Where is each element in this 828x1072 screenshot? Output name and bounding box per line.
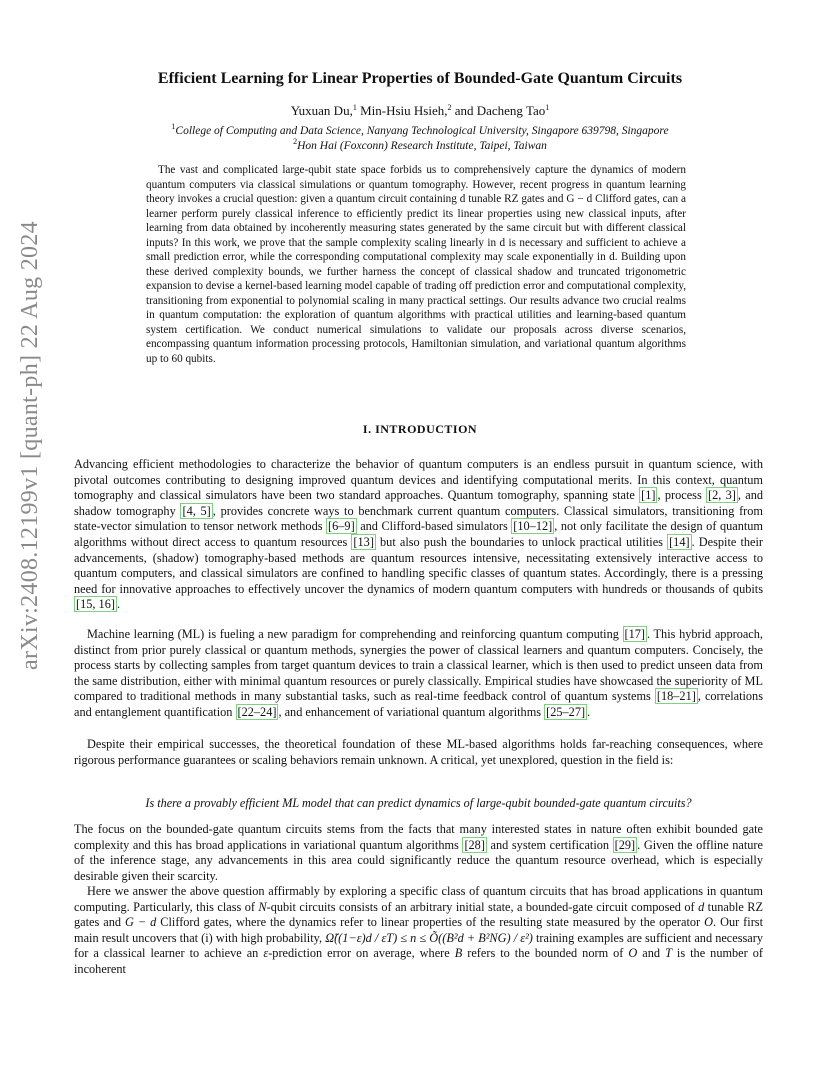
- affiliation-2: [80, 137, 760, 152]
- citation-link[interactable]: [4, 5]: [182, 503, 211, 518]
- affiliation-marker: 1: [352, 103, 357, 112]
- citation-link[interactable]: [22–24]: [237, 704, 277, 719]
- citation-link[interactable]: [25–27]: [546, 704, 586, 719]
- citation-link[interactable]: [17]: [624, 627, 646, 641]
- complexity-bound-formula: Ω̃((1−ε)d / εT) ≤ n ≤ Õ((B²d + B²NG) / ε²): [325, 930, 533, 945]
- citation-link[interactable]: [14]: [669, 534, 690, 549]
- abstract: The vast and complicated large-qubit state space forbids us to comprehensively capture the dynamics of modern quantum computers via classical simulations or quantum tomography. However, recent progress in quantum learning theory invokes a crucial question: given a quantum circuit containing d tunable RZ gates and G − d Clifford gates, can a learner perform purely classical inference to efficiently predict its linear properties using new classical inputs, after learning from data obtained by incoherently measuring states generated by the same circuit but with different classical inputs? In this work, we prove that the sample complexity scaling linearly in d is necessary and sufficient to achieve a small prediction error, while the corresponding computational complexity may scale exponentially in d. Building upon these derived complexity bounds, we further harness the concept of classical shadow and truncated trigonometric expansion to devise a kernel-based learning model capable of trading off prediction error and computational complexity, transitioning from exponential to polynomial scaling in many practical settings. Our results advance two crucial realms in quantum computation: the exploration of quantum algorithms with practical utilities and learning-based quantum system certification. We conduct numerical simulations to validate our proposals across diverse scenarios, encompassing quantum information processing protocols, Hamiltonian simulation, and variational quantum algorithms up to 60 qubits.: [146, 164, 686, 365]
- citation-link[interactable]: [13]: [353, 534, 374, 549]
- affiliation-marker: 2: [293, 137, 298, 146]
- intro-paragraph-4: The focus on the bounded-gate quantum circuits stems from the facts that many interested states in nature often exhibit bounded gate complexity and this has broad applications in variational quantum algorithms [28] and system certification [29] . Given the offline nature of the inference stage, any advancements in this area could significantly reduce the quantum resource overhead, which is especially desirable given their scarcity.: [74, 822, 763, 883]
- citation-link[interactable]: [2, 3]: [708, 488, 736, 503]
- citation-link[interactable]: [15, 16]: [76, 597, 115, 612]
- citation-link[interactable]: [28]: [464, 837, 485, 852]
- paper-title: Efficient Learning for Linear Properties of Bounded-Gate Quantum Circuits: [157, 70, 683, 87]
- intro-paragraph-5: Here we answer the above question affirmably by exploring a specific class of quantum circuits that has broad applications in quantum computing. Particularly, this class of N-qubit circuits consists of an arbitrary initial state, a bounded-gate circuit composed of d tunable RZ gates and G − d Clifford gates, where the dynamics refer to linear properties of the resulting state measured by the operator O. Our first main result uncovers that (i) with high probability, Ω̃((1−ε)d / εT) ≤ n ≤ Õ((B²d + B²NG) / ε²) training examples are sufficient and necessary for a classical learner to achieve an ε-prediction error on average, where B refers to the bounded norm of O and T is the number of incoherent: [74, 884, 764, 976]
- citation-link[interactable]: [29]: [614, 837, 636, 852]
- author-name: and Dacheng Tao: [451, 103, 546, 118]
- affiliation-text: Hon Hai (Foxconn) Research Institute, Taipei, Taiwan: [297, 140, 547, 152]
- citation-link[interactable]: [18–21]: [656, 689, 696, 704]
- arxiv-identifier-stamp: arXiv:2408.12199v1 [quant-ph] 22 Aug 2024: [17, 221, 43, 670]
- author-name: Min-Hsiu Hsieh,: [356, 103, 448, 118]
- intro-paragraph-1: Advancing efficient methodologies to characterize the behavior of quantum computers is an endless pursuit in quantum science, with pivotal outcomes contributing to designing improved quantum devices and identifying computational merits. In this context, quantum tomography and classical simulators have been two standard approaches. Quantum tomography, spanning state [1] , process [2, 3] , and shadow tomography [4, 5] , provides concrete ways to benchmark current quantum computers. Classical simulators, transitioning from state-vector simulation to tensor network methods [6–9] and Clifford-based simulators [10–12] , not only facilitate the design of quantum algorithms without direct access to quantum resources [13] but also push the boundaries to unlock practical utilities [14] . Despite their advancements, (shadow) tomography-based methods are quantum resources intensive, necessitating extensively interactive access to quantum computers, and classical simulators are confined to handling specific classes of quantum states. Accordingly, there is a pressing need for innovative approaches to effectively uncover the dynamics of modern quantum computers with hundreds or thousands of qubits [15, 16] .: [74, 457, 764, 612]
- author-name: Yuxuan Du,: [290, 103, 353, 118]
- affiliation-marker: 1: [171, 122, 176, 131]
- affiliation-text: College of Computing and Data Science, Nanyang Technological University, Singapore 639798, Singapore: [175, 125, 669, 137]
- author-list: [80, 103, 760, 119]
- citation-link[interactable]: [10–12]: [513, 519, 553, 534]
- intro-paragraph-3: Despite their empirical successes, the theoretical foundation of these ML-based algorithms holds far-reaching consequences, where rigorous performance guarantees or scaling behaviors remain unknown. A critical, yet unexplored, question in the field is:: [74, 737, 763, 767]
- section-heading-introduction: I. INTRODUCTION: [362, 422, 478, 436]
- citation-link[interactable]: [1]: [641, 488, 656, 503]
- affiliation-marker: 1: [545, 103, 550, 112]
- affiliation-1: [80, 122, 760, 137]
- citation-link[interactable]: [6–9]: [328, 519, 355, 534]
- affiliation-marker: 2: [447, 103, 452, 112]
- research-question: Is there a provably efficient ML model that can predict dynamics of large-qubit bounded-gate quantum circuits?: [145, 796, 692, 810]
- intro-paragraph-2: Machine learning (ML) is fueling a new paradigm for comprehending and reinforcing quantum computing [17] . This hybrid approach, distinct from prior purely classical or quantum methods, synergies the power of classical learners and quantum computers. Concisely, the process starts by collecting samples from target quantum devices to train a classical learner, which is then used to predict unseen data from the same distribution, either with minimal quantum resources or purely classically. Empirical studies have showcased the superiority of ML compared to traditional methods in many substantial tasks, such as real-time feedback control of quantum systems [18–21] , correlations and entanglement quantification [22–24] , and enhancement of variational quantum algorithms [25–27] .: [74, 627, 763, 719]
